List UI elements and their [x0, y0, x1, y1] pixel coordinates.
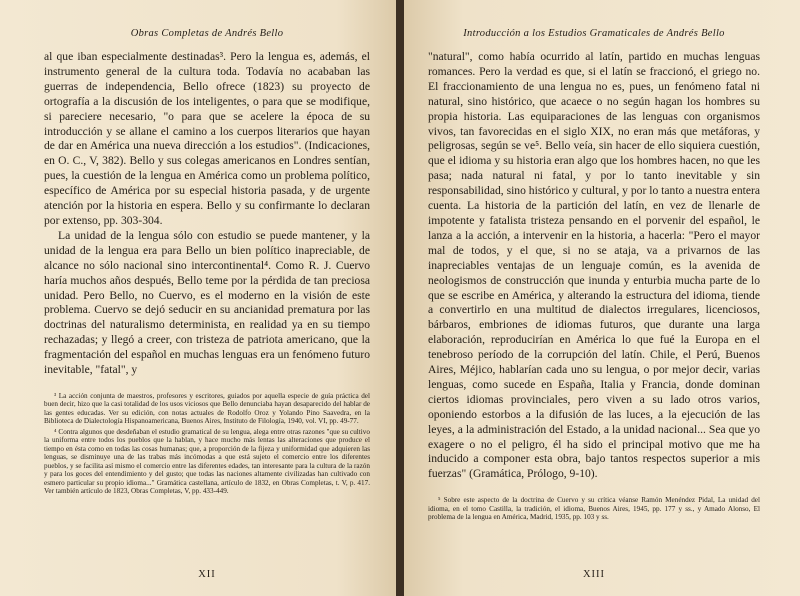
- running-head-right: Introducción a los Estudios Gramaticales de Andrés Bello: [463, 28, 725, 39]
- footnote: ⁵ Sobre este aspecto de la doctrina de Cuervo y su crítica véanse Ramón Menéndez Pidal, La unidad del idioma, en el tomo Castilla, la tradición, el idioma, Buenos Aires, 1945, pp. 177 y ss., y Amado Alonso, El problema de la lengua en América, Madrid, 1935, pp. 103 y ss.: [428, 496, 760, 522]
- page-number-left: XII: [198, 569, 216, 580]
- body-paragraph: La unidad de la lengua sólo con estudio se puede mantener, y la unidad de la lengua era para Bello un bien político inapreciable, de alcance no sólo nacional sino intercontinental⁴. Como R. J. Cuervo haría muchos años después, Bello teme por la pérdida de tan preciosa unidad. Pero Bello, no Cuervo, es el moderno en la visión de este problema. Cuervo se dejó seducir en su ancianidad prematura por las doctrinas del naturalismo determinista, en realidad ya en su tiempo rechazadas; y llegó a creer, con tristeza de patriota americano, que la fragmentación del español en muchas lenguas era un fenómeno futuro inevitable, "fatal", y: [44, 228, 370, 377]
- footnote: ³ La acción conjunta de maestros, profesores y escritores, guiados por aquella especie de guía práctica del buen decir, hizo que la casi totalidad de los usos viciosos que Bello denunciaba hayan desaparecido del hablar de las gentes educadas. Ver su edición, con notas actuales de Rodolfo Oroz y Yolando Pino Saavedra, en la Biblioteca de Dialectología Hispanoamericana, Buenos Aires, Instituto de Filología, 1940, vol. VI, pp. 49-77.: [44, 391, 370, 426]
- running-head-left: Obras Completas de Andrés Bello: [130, 28, 284, 39]
- right-page-body: [428, 50, 760, 482]
- right-page: [404, 0, 800, 596]
- body-paragraph: "natural", como había ocurrido al latín, partido en muchas lenguas romances. Pero la verdad es que, si el latín se fraccionó, el griego no. El fraccionamiento de una lengua no es, pues, un fenómeno fatal ni natural, sino histórico, que acaece o no según hagan los hombres su propia historia. Las equiparaciones de las lenguas con organismos vivos, tan favorecidas en el siglo XIX, no eran más que metáforas, y peligrosas, según se ve⁵. Bello veía, sin hacer de ello siquiera cuestión, que el idioma y su historia eran algo que los hombres hacen, no que les pasa; nada natural ni fatal, y por lo tanto inevitable y sin responsabilidad, sino histórico y cultural, y por lo tanto a nuestra entera cuenta. La historia de la partición del latín, en vez de llenarle de impotente y fatalista tristeza pensando en el porvenir del español, le lanza a la acción, a intervenir en la historia, a hacerla: "Pero el mayor mal de todos, y el que, si no se ataja, va a privarnos de las inapreciables ventajas de un lenguaje común, es la avenida de neologismos de construcción que inunda y enturbia mucha parte de lo que se escribe en América, y alterando la estructura del idioma, tiende a convertirlo en una multitud de dialectos irregulares, licenciosos, bárbaros, embriones de idiomas futuros, que durante una larga elaboración, reproducirían en América lo que fué la Europa en el tenebroso período de la corrupción del latín. Chile, el Perú, Buenos Aires, Méjico, hablarían cada uno su lengua, o por mejor decir, varias lenguas, como sucede en España, Italia y Francia, donde dominan ciertos idiomas provinciales, pero viven a su lado otros varios, oponiendo estorbos a la difusión de las luces, a la ejecución de las leyes, a la administración del Estado, a la unidad nacional... Sea que yo exagere o no el peligro, él ha sido el principal motivo que me ha inducido a componer esta obra, bajo tantos respectos superior a mis fuerzas" (Gramática, Prólogo, 9-10).: [428, 50, 760, 481]
- body-paragraph: al que iban especialmente destinadas³. Pero la lengua es, además, el instrumento general de la cultura toda. Todavía no acababan las guerras de independencia, Bello ofrece (1823) su proyecto de ortografía a la discusión de los inteligentes, o para que se modifique, si pareciere necesario, "o para que se acelere la época de su introducción y se allane el camino a los cuerpos literarios que hayan de dar en América una nueva dirección a los estudios". (Indicaciones, en O. C., V, 382). Bello y sus colegas americanos en Londres sentían, pues, la cuestión de la lengua en América como un problema político, específico de América por su especial historia pasada, y de urgente atención por la historia en espera. Bello y su confirmante lo declaran por extenso, pp. 303-304.: [44, 50, 370, 227]
- footnote: ⁴ Contra algunos que desdeñaban el estudio gramatical de su lengua, alega entre otras razones "que su cultivo la uniforma entre todos los pueblos que la hablan, y hace mucho más lentas las alteraciones que produce el tiempo en ésta como en todas las cosas humanas; que, a proporción de la fijeza y uniformidad que adquieren las lenguas, se disminuye una de las trabas más incómodas a que está sujeto el comercio entre los diferentes pueblos, y se facilita así mismo el comercio entre las diferentes edades, tan interesante para la cultura de la razón y para los goces del entendimiento y del gusto; que todas las naciones altamente civilizadas han cultivado con esmero particular su propio idioma..." Gramática castellana, artículo de 1832, en Obras Completas, t. V, p. 417. Ver también artículo de 1823, Obras Completas, V, pp. 433-449.: [44, 427, 370, 496]
- footnotes-left: [44, 392, 370, 496]
- left-page: [0, 0, 396, 596]
- footnotes-right: [428, 496, 760, 522]
- book-gutter: [396, 0, 404, 596]
- left-page-body: [44, 50, 370, 378]
- page-number-right: XIII: [582, 569, 606, 580]
